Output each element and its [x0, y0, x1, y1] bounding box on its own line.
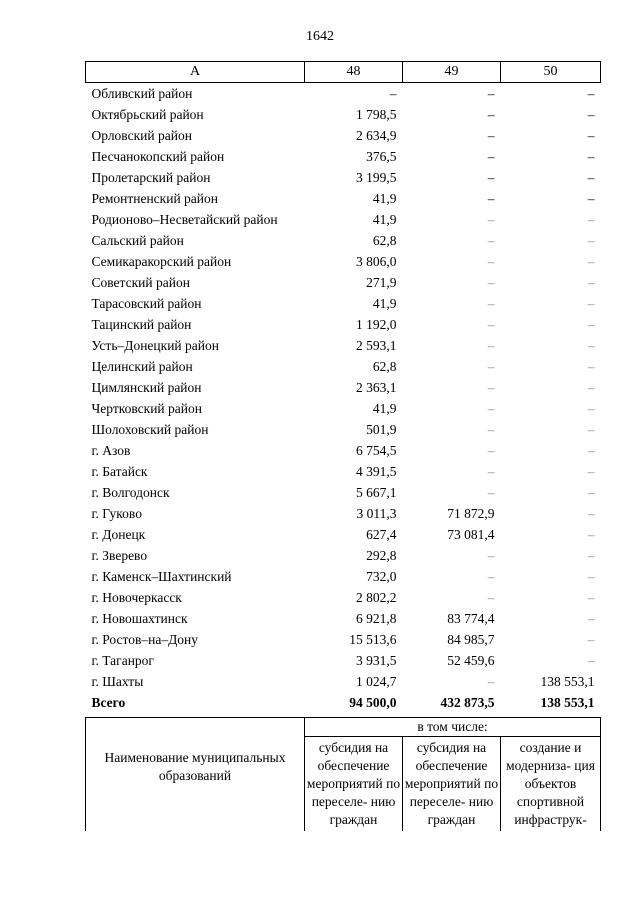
- row-value-50: 138 553,1: [540, 673, 595, 689]
- row-name-cell: Обливский район: [91, 85, 193, 101]
- table-row: [86, 650, 601, 671]
- row-name-cell: Орловский район: [91, 127, 192, 143]
- subsidy-resettlement-header-2: субсидия на обеспечение мероприятий по переселе- нию граждан: [403, 737, 501, 832]
- table-row: [86, 251, 601, 272]
- row-value-49: –: [487, 442, 495, 458]
- row-value-49: –: [487, 295, 495, 311]
- table-row: [86, 503, 601, 524]
- row-value-48: 62,8: [372, 358, 397, 374]
- row-value-48: 6 754,5: [356, 442, 397, 458]
- row-value-50: –: [587, 358, 595, 374]
- table-row: [86, 608, 601, 629]
- row-value-48: 271,9: [366, 274, 397, 290]
- table-row: [86, 566, 601, 587]
- row-value-49: 83 774,4: [447, 610, 495, 626]
- row-name-cell: Тацинский район: [91, 316, 192, 332]
- table-body: [86, 83, 601, 714]
- row-name-cell: г. Волгодонск: [91, 484, 170, 500]
- row-value-49: –: [487, 484, 495, 500]
- row-value-48: 41,9: [372, 400, 397, 416]
- row-value-50: –: [587, 190, 595, 206]
- row-value-50: –: [587, 148, 595, 164]
- row-value-48: –: [389, 85, 397, 101]
- row-value-50: –: [587, 211, 595, 227]
- row-value-49: 84 985,7: [447, 631, 495, 647]
- row-value-48: 2 634,9: [356, 127, 397, 143]
- row-name-cell: г. Донецк: [91, 526, 146, 542]
- table-row: [86, 209, 601, 230]
- row-value-50: –: [587, 526, 595, 542]
- row-value-48: 627,4: [366, 526, 397, 542]
- table-row: [86, 272, 601, 293]
- row-value-48: 41,9: [372, 211, 397, 227]
- row-value-50: –: [587, 253, 595, 269]
- row-value-49: 52 459,6: [447, 652, 495, 668]
- row-value-50: –: [587, 484, 595, 500]
- row-value-50: –: [587, 610, 595, 626]
- row-name-cell: Советский район: [91, 274, 190, 290]
- row-value-49: –: [487, 421, 495, 437]
- row-name-cell: Усть–Донецкий район: [91, 337, 219, 353]
- header-col-49: 49: [403, 62, 501, 83]
- row-name-cell: г. Батайск: [91, 463, 148, 479]
- row-value-49: –: [487, 211, 495, 227]
- row-value-48: 3 011,3: [356, 505, 397, 521]
- table-row: [86, 440, 601, 461]
- table-header: [86, 62, 601, 83]
- row-name-cell: г. Гуково: [91, 505, 142, 521]
- row-value-48: 6 921,8: [356, 610, 397, 626]
- row-name-cell: Шолоховский район: [91, 421, 209, 437]
- row-value-49: –: [487, 253, 495, 269]
- sports-infrastructure-header: создание и модерниза- ция объектов спортивной инфраструк-: [501, 737, 601, 832]
- row-name-cell: г. Шахты: [91, 673, 144, 689]
- row-value-48: 4 391,5: [356, 463, 397, 479]
- table-row: [86, 482, 601, 503]
- row-value-48: 15 513,6: [349, 631, 397, 647]
- row-value-49: –: [487, 169, 495, 185]
- subsidy-resettlement-header-1: субсидия на обеспечение мероприятий по переселе- нию граждан: [305, 737, 403, 832]
- row-value-50: –: [587, 169, 595, 185]
- table-row: [86, 587, 601, 608]
- row-value-48: 3 806,0: [356, 253, 397, 269]
- row-value-48: 1 798,5: [356, 106, 397, 122]
- total-row: [86, 692, 601, 713]
- page-number: 1642: [306, 29, 334, 44]
- table-row: [86, 83, 601, 105]
- row-value-50: –: [587, 232, 595, 248]
- row-value-49: –: [487, 568, 495, 584]
- row-value-48: 2 593,1: [356, 337, 397, 353]
- row-name-cell: Тарасовский район: [91, 295, 202, 311]
- row-name-cell: Целинский район: [91, 358, 193, 374]
- row-value-50: –: [587, 379, 595, 395]
- table-row: [86, 461, 601, 482]
- row-name-cell: г. Новочеркасск: [91, 589, 182, 605]
- row-value-50: –: [587, 400, 595, 416]
- row-value-49: –: [487, 589, 495, 605]
- row-value-50: –: [587, 295, 595, 311]
- row-value-49: –: [487, 400, 495, 416]
- header-col-a: А: [86, 62, 305, 83]
- row-value-48: 2 363,1: [356, 379, 397, 395]
- row-name-cell: Родионово–Несветайский район: [91, 211, 278, 227]
- table-row: [86, 293, 601, 314]
- row-value-50: –: [587, 127, 595, 143]
- row-name-cell: г. Ростов–на–Дону: [91, 631, 199, 647]
- including-header: в том числе:: [305, 718, 601, 737]
- row-value-48: 1 192,0: [356, 316, 397, 332]
- header-col-50: 50: [501, 62, 601, 83]
- row-value-50: –: [587, 547, 595, 563]
- row-value-48: 1 024,7: [356, 673, 397, 689]
- total-value-49: 432 873,5: [440, 694, 495, 710]
- data-table: [85, 61, 601, 713]
- table-row: [86, 104, 601, 125]
- row-name-cell: Цимлянский район: [91, 379, 202, 395]
- row-value-49: –: [487, 463, 495, 479]
- row-name-cell: Чертковский район: [91, 400, 202, 416]
- municipality-name-header: Наименование муниципальных образований: [86, 718, 305, 832]
- row-name-cell: г. Зверево: [91, 547, 148, 563]
- row-name-cell: Семикаракорский район: [91, 253, 232, 269]
- continuation-header-table: [85, 717, 601, 831]
- row-value-49: –: [487, 85, 495, 101]
- row-value-49: –: [487, 232, 495, 248]
- row-value-48: 5 667,1: [356, 484, 397, 500]
- row-value-50: –: [587, 568, 595, 584]
- table-row: [86, 230, 601, 251]
- table-row: [86, 146, 601, 167]
- table-row: [86, 167, 601, 188]
- table-row: [86, 335, 601, 356]
- row-value-49: –: [487, 190, 495, 206]
- row-name-cell: г. Азов: [91, 442, 131, 458]
- row-value-49: –: [487, 106, 495, 122]
- row-name-cell: Пролетарский район: [91, 169, 211, 185]
- row-value-48: 3 931,5: [356, 652, 397, 668]
- row-value-49: –: [487, 379, 495, 395]
- row-value-49: –: [487, 316, 495, 332]
- row-value-50: –: [587, 316, 595, 332]
- row-value-50: –: [587, 106, 595, 122]
- row-value-49: –: [487, 673, 495, 689]
- table-row: [86, 419, 601, 440]
- row-name-cell: Октябрьский район: [91, 106, 204, 122]
- row-value-48: 41,9: [372, 295, 397, 311]
- table-row: [86, 356, 601, 377]
- table-row: [86, 629, 601, 650]
- table-row: [86, 125, 601, 146]
- row-name-cell: г. Таганрог: [91, 652, 154, 668]
- row-value-49: –: [487, 337, 495, 353]
- row-value-49: –: [487, 547, 495, 563]
- row-value-50: –: [587, 421, 595, 437]
- row-value-50: –: [587, 274, 595, 290]
- row-name-cell: Сальский район: [91, 232, 184, 248]
- row-value-49: –: [487, 358, 495, 374]
- row-value-48: 732,0: [366, 568, 397, 584]
- row-value-49: 71 872,9: [447, 505, 495, 521]
- row-value-48: 3 199,5: [356, 169, 397, 185]
- row-value-50: –: [587, 85, 595, 101]
- total-value-48: 94 500,0: [349, 694, 397, 710]
- table-row: [86, 314, 601, 335]
- table-row: [86, 545, 601, 566]
- row-name-cell: г. Каменск–Шахтинский: [91, 568, 232, 584]
- row-value-48: 2 802,2: [356, 589, 397, 605]
- row-value-50: –: [587, 442, 595, 458]
- row-value-48: 376,5: [366, 148, 397, 164]
- row-value-50: –: [587, 652, 595, 668]
- row-value-48: 62,8: [372, 232, 397, 248]
- table-row: [86, 398, 601, 419]
- row-name-cell: Песчанокопский район: [91, 148, 225, 164]
- row-value-50: –: [587, 337, 595, 353]
- table-row: [86, 188, 601, 209]
- row-value-49: –: [487, 148, 495, 164]
- row-value-49: –: [487, 274, 495, 290]
- table-row: [86, 671, 601, 692]
- row-value-50: –: [587, 505, 595, 521]
- row-value-50: –: [587, 631, 595, 647]
- total-value-50: 138 553,1: [540, 694, 595, 710]
- row-value-48: 501,9: [366, 421, 397, 437]
- row-value-48: 41,9: [372, 190, 397, 206]
- table-row: [86, 377, 601, 398]
- table-row: [86, 524, 601, 545]
- row-value-49: 73 081,4: [447, 526, 495, 542]
- header-col-48: 48: [305, 62, 403, 83]
- row-value-50: –: [587, 589, 595, 605]
- row-value-49: –: [487, 127, 495, 143]
- row-name-cell: Ремонтненский район: [91, 190, 218, 206]
- row-value-50: –: [587, 463, 595, 479]
- row-name-cell: г. Новошахтинск: [91, 610, 188, 626]
- row-value-48: 292,8: [366, 547, 397, 563]
- total-label: Всего: [91, 694, 126, 710]
